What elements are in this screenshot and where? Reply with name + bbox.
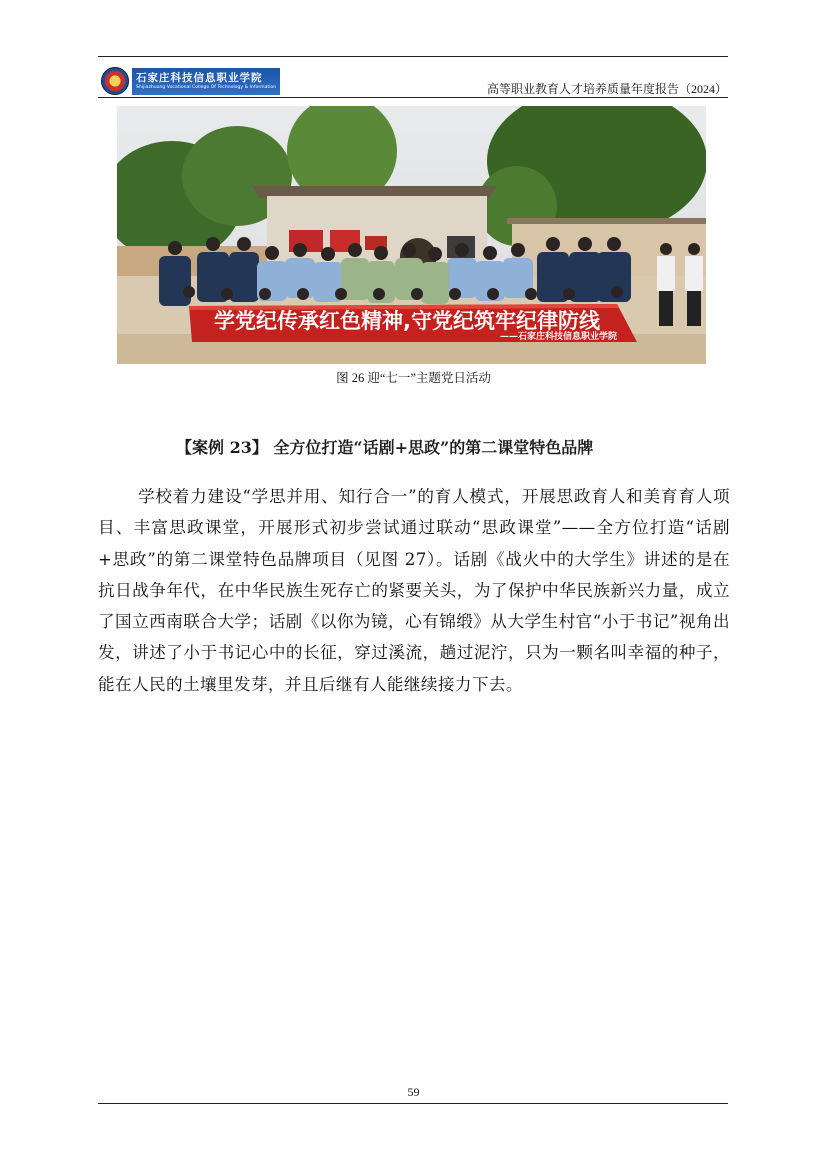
body-paragraph: 学校着力建设“学思并用、知行合一”的育人模式，开展思政育人和美育育人项目、丰富思政课堂，开展形式初步尝试通过联动“思政课堂”——全方位打造“话剧+思政”的第二课堂特色品牌项目（见图 27）。话剧《战火中的大学生》讲述的是在抗日战争年代，在中华民族生死存亡的紧要关头，为了保护中华民族新兴力量，成立了国立西南联合大学；话剧《以你为镜，心有锦缎》从大学生村官“小于书记”视角出发，讲述了小于书记心中的长征，穿过溪流，趟过泥泞，只为一颗名叫幸福的种子，能在人民的土壤里发芽，并且后继有人能继续接力下去。 (98, 487, 730, 694)
header-top-rule (98, 56, 728, 57)
page-number: 59 (407, 1085, 420, 1099)
college-logo-english: Shijiazhuang Vocational College Of Technology & Information (136, 84, 277, 90)
header-bottom-rule (98, 97, 728, 98)
party-day-photo (117, 106, 706, 364)
college-logo (101, 66, 277, 96)
college-seal-icon (101, 67, 129, 95)
footer-rule (98, 1103, 728, 1104)
case-heading: 【案例 23】 全方位打造“话剧+思政”的第二课堂特色品牌 (176, 438, 594, 457)
college-logo-band (132, 68, 280, 95)
banner-sub-text: ——石家庄科技信息职业学院 (499, 332, 617, 342)
college-logo-name: 石家庄科技信息职业学院 (136, 71, 263, 84)
party-day-photo-graphic (117, 106, 706, 364)
banner-main-text: 学党纪传承红色精神,守党纪筑牢纪律防线 (214, 309, 600, 333)
figure-caption: 图 26 迎“七一”主题党日活动 (336, 371, 491, 385)
report-title: 高等职业教育人才培养质量年度报告（2024） (486, 82, 727, 96)
